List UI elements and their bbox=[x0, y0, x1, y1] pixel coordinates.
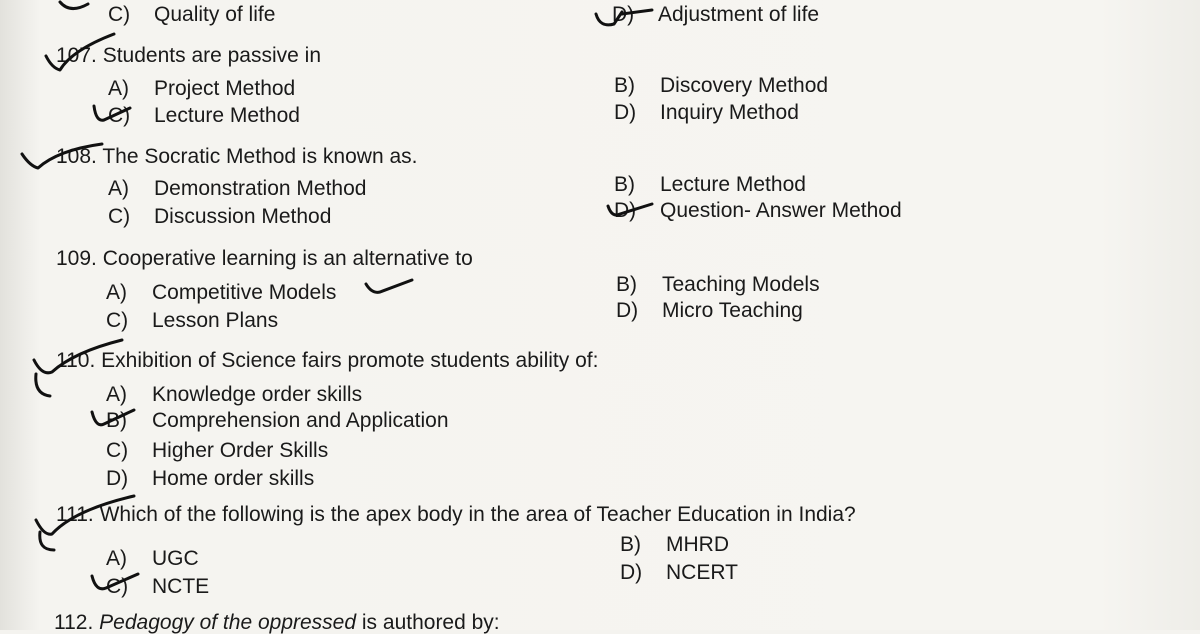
tick-mark-q109-a bbox=[362, 276, 418, 300]
tick-mark-q107 bbox=[42, 30, 122, 75]
q110-stem: 110. Exhibition of Science fairs promote students ability of: bbox=[56, 349, 599, 372]
q106-option-c: C) Quality of life bbox=[108, 3, 276, 26]
q109-option-d: D) Micro Teaching bbox=[616, 299, 803, 322]
q111-option-a: A) UGC bbox=[106, 547, 199, 570]
q110-option-a: A) Knowledge order skills bbox=[106, 383, 363, 406]
tick-mark-q108-d bbox=[604, 196, 664, 226]
q109-option-b: B) Teaching Models bbox=[616, 273, 820, 296]
q111-option-c: C) NCTE bbox=[106, 575, 210, 598]
q107-option-b: B) Discovery Method bbox=[614, 74, 829, 97]
q111-option-b: B) MHRD bbox=[620, 533, 729, 556]
q107-option-d: D) Inquiry Method bbox=[614, 101, 799, 124]
tick-mark-q110 bbox=[28, 334, 128, 404]
q108-option-b: B) Lecture Method bbox=[614, 173, 806, 196]
q110-option-c: C) Higher Order Skills bbox=[106, 439, 329, 462]
tick-mark-q111-c bbox=[88, 568, 144, 598]
q107-stem: 107. Students are passive in bbox=[56, 44, 322, 67]
q108-option-a: A) Demonstration Method bbox=[108, 177, 367, 200]
tick-mark-q107-c bbox=[90, 100, 140, 130]
q109-option-c: C) Lesson Plans bbox=[106, 309, 279, 332]
q109-option-a: A) Competitive Models bbox=[106, 281, 337, 304]
tick-mark-q111 bbox=[30, 490, 140, 560]
q111-stem: 111. Which of the following is the apex body in the area of Teacher Education in India? bbox=[56, 503, 856, 526]
q109-stem: 109. Cooperative learning is an alternative to bbox=[56, 247, 473, 270]
tick-mark-q106-d bbox=[592, 4, 662, 34]
q110-option-b: B) Comprehension and Application bbox=[106, 409, 449, 432]
q106-option-d: D) Adjustment of life bbox=[612, 3, 820, 26]
q108-stem: 108. The Socratic Method is known as. bbox=[56, 145, 418, 168]
tick-mark-q110-b bbox=[88, 404, 142, 434]
q110-option-d: D) Home order skills bbox=[106, 467, 315, 490]
q108-option-d: D) Question- Answer Method bbox=[614, 199, 902, 222]
tick-mark-q108 bbox=[18, 136, 108, 176]
tick-mark-q106-top bbox=[40, 0, 100, 20]
q107-option-a: A) Project Method bbox=[108, 77, 296, 100]
q108-option-c: C) Discussion Method bbox=[108, 205, 332, 228]
q111-option-d: D) NCERT bbox=[620, 561, 738, 584]
q107-option-c: C) Lecture Method bbox=[108, 104, 300, 127]
q112-stem: 112. Pedagogy of the oppressed is authored by: bbox=[54, 611, 500, 634]
